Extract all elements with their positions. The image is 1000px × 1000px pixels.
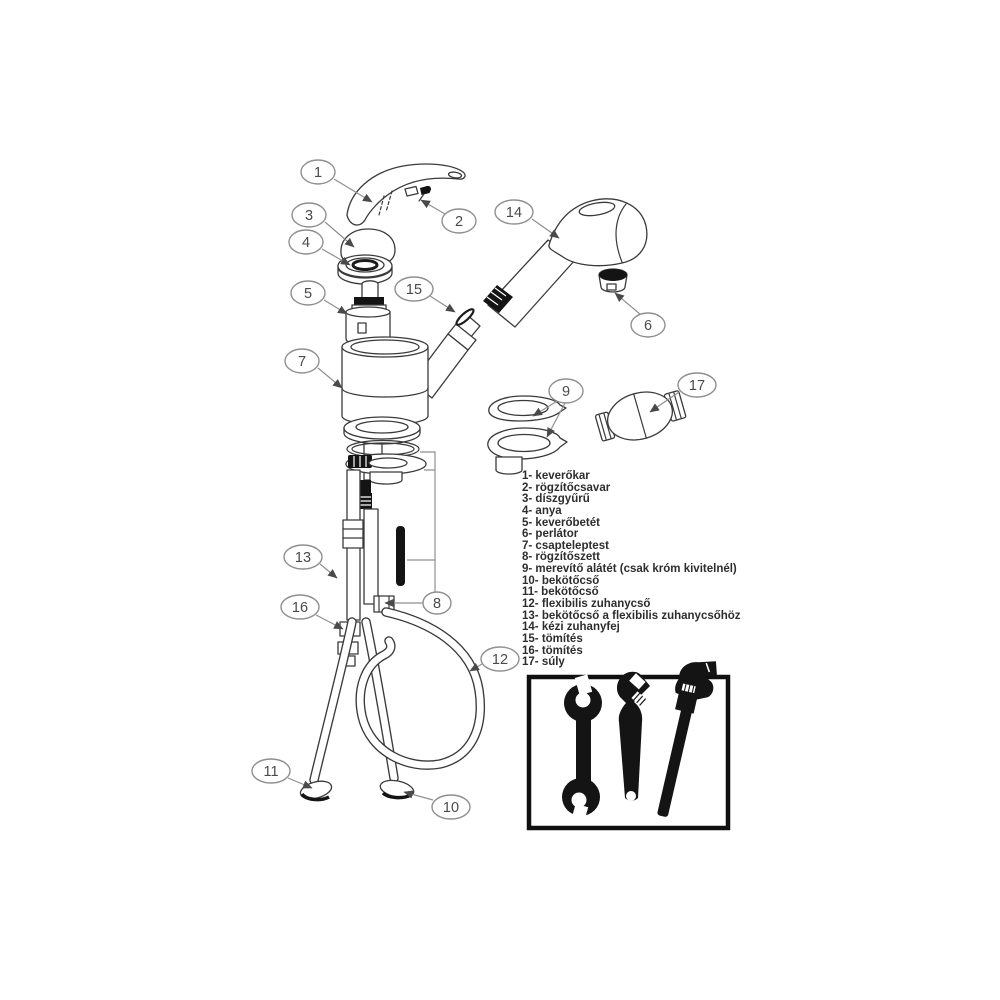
callout-7 [285,349,319,373]
parts-list-item: 1- keverőkar [522,470,590,482]
parts-list-item: 13- bekötőcső a flexibilis zuhanycsőhöz [522,609,741,622]
parts-list-item: 14- kézi zuhanyfej [522,621,620,634]
svg-text:14: 14 [505,205,523,221]
svg-text:3: 3 [304,208,314,224]
svg-text:10: 10 [442,800,460,816]
callout-3 [292,203,326,227]
svg-text:1: 1 [313,165,323,181]
parts-list-item: 16- tömítés [522,644,583,657]
aerator-part [599,269,627,292]
svg-text:15: 15 [405,282,423,298]
callout-17 [678,373,716,397]
callout-5 [291,281,325,305]
hoses [298,612,480,802]
callout-10 [432,795,470,819]
hose-fitting-right [379,778,416,801]
svg-text:13: 13 [294,550,312,566]
parts-list-item: 15- tömítés [522,632,583,645]
parts-list-item: 5- keverőbetét [522,516,600,529]
parts-list-item: 17- súly [522,656,565,669]
svg-text:11: 11 [263,764,279,780]
callout-1 [301,160,335,184]
svg-text:2: 2 [454,214,464,230]
parts-list-item: 11- bekötőcső [522,586,599,599]
callout-11 [252,759,290,783]
parts-list-item: 10- bekötőcső [522,574,600,587]
callout-6 [631,313,665,337]
callout-4 [289,230,323,254]
parts-list-item: 9- merevítő alátét (csak króm kivitelnél) [522,563,737,576]
hose-weight-part [592,382,688,450]
hose-fitting-left [298,778,333,802]
parts-list-item: 3- díszgyűrű [522,493,590,506]
svg-text:7: 7 [297,354,307,370]
svg-text:12: 12 [491,652,509,668]
callout-9 [549,379,583,403]
callout-13 [284,545,322,569]
parts-list-item: 7- csapteleptest [522,539,609,552]
callout-2 [442,209,476,233]
parts-list-item: 12- flexibilis zuhanycső [522,598,651,611]
parts-list-item: 4- anya [522,504,562,517]
callout-15 [395,277,433,301]
svg-text:8: 8 [432,596,442,612]
callout-14 [495,200,533,224]
fixing-screw-part [405,186,431,201]
parts-list [522,471,741,669]
required-tools-box [529,654,728,828]
svg-text:6: 6 [643,318,653,334]
callout-12 [481,647,519,671]
callout-8 [423,592,451,614]
parts-list-item: 8- rögzítőszett [522,551,600,564]
callout-16 [281,595,319,619]
nut-part [338,255,392,284]
stiffening-washers-part [488,396,567,474]
parts-list-item: 6- perlátor [522,528,579,541]
svg-text:5: 5 [303,286,313,302]
svg-text:4: 4 [301,235,311,251]
svg-text:17: 17 [688,378,706,394]
fixing-set-bracket [407,452,435,592]
svg-text:16: 16 [291,600,309,616]
parts-list-item: 2- rögzítőcsavar [522,481,611,494]
svg-text:9: 9 [561,384,571,400]
